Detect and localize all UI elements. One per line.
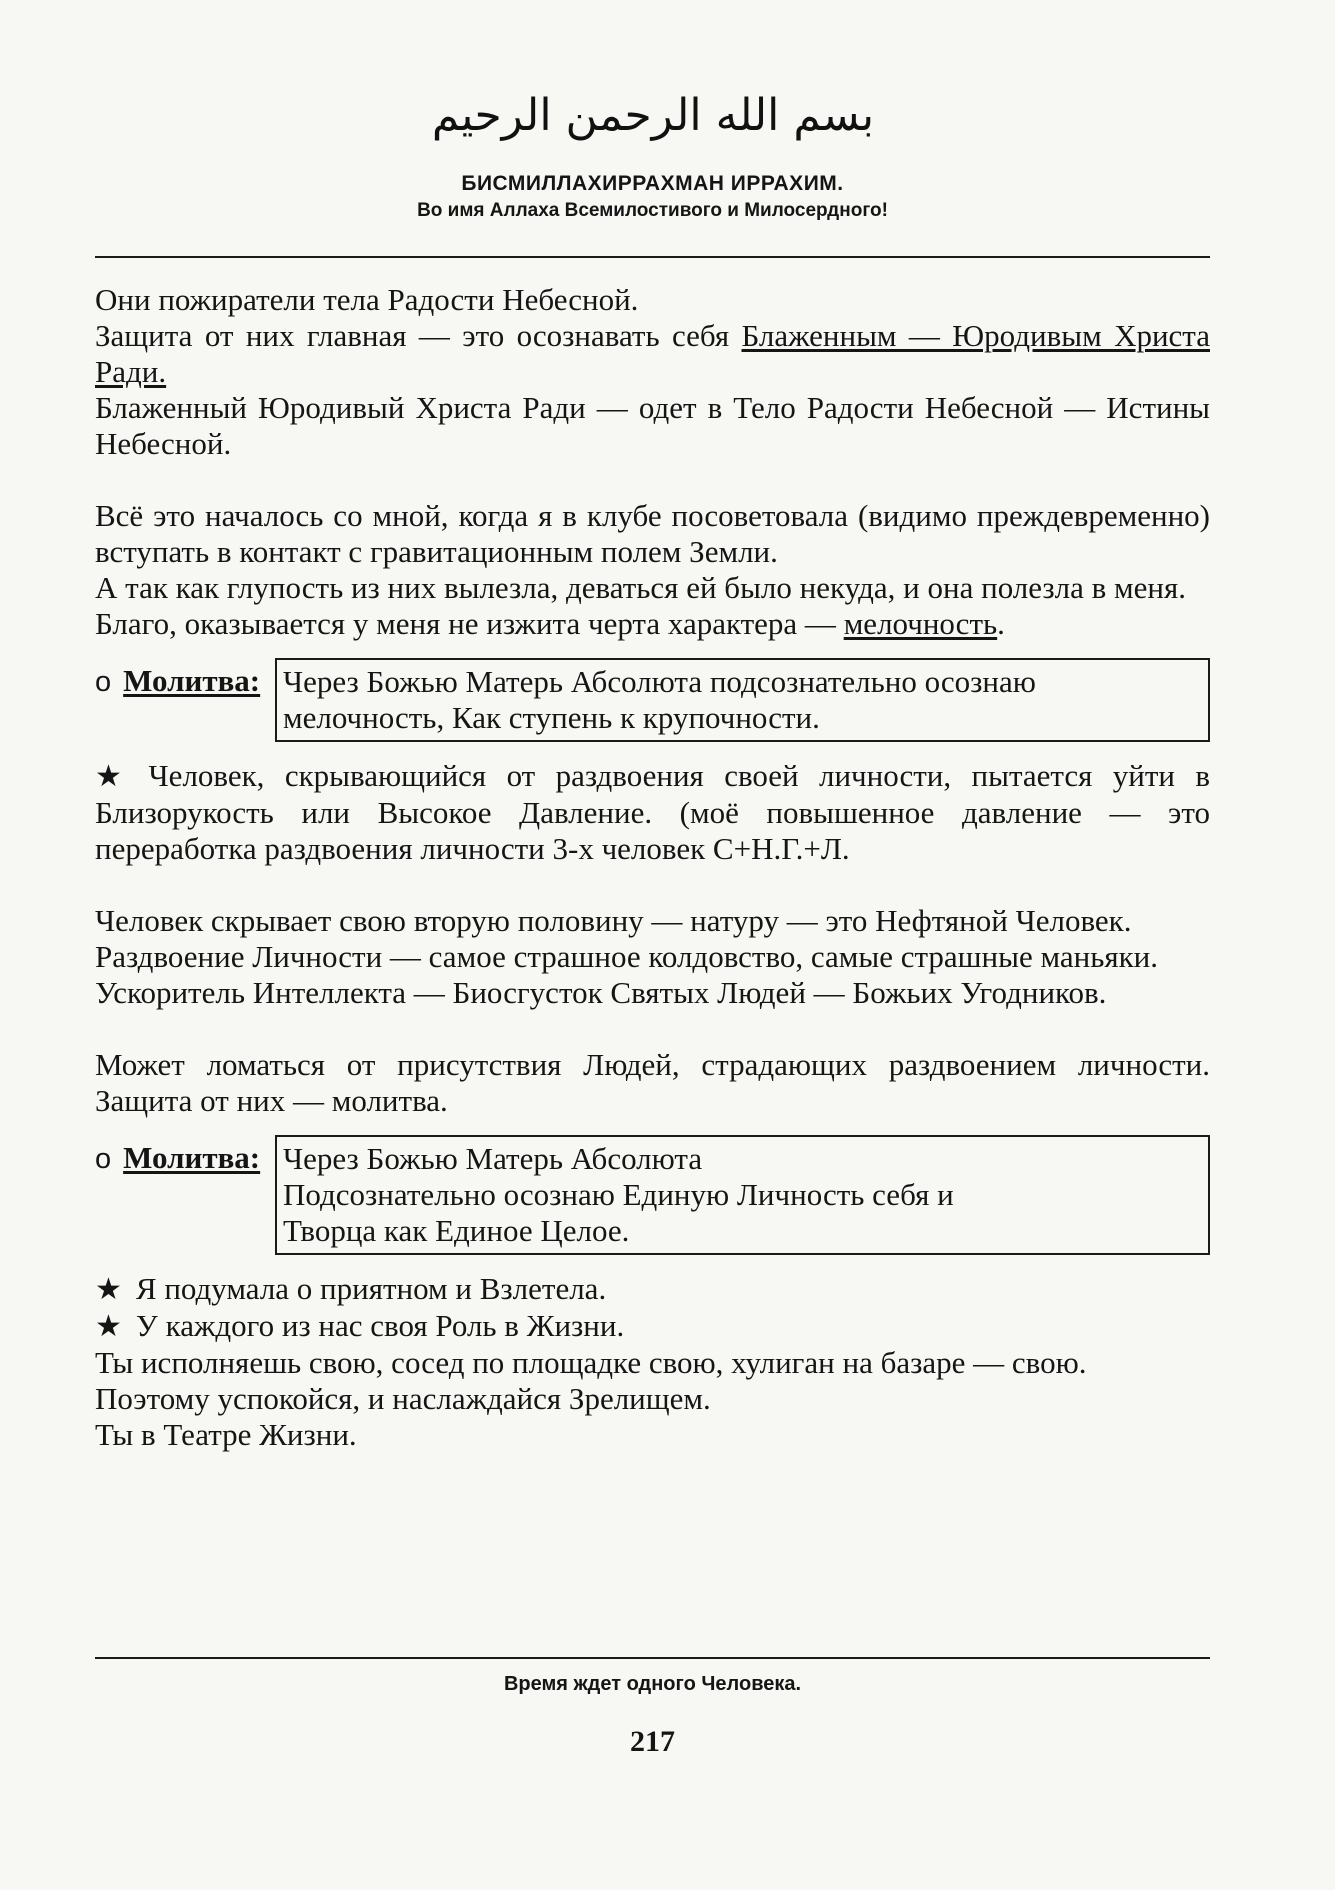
prayer-line: Подсознательно осознаю Единую Личность себя и <box>283 1177 954 1212</box>
prayer-line: мелочность, Как ступень к крупочности. <box>283 700 820 735</box>
paragraph: Поэтому успокойся, и наслаждайся Зрелищем. <box>95 1381 711 1416</box>
paragraph-end: . <box>997 606 1005 641</box>
star-icon: ★ <box>95 1309 122 1344</box>
svg-text:بسم الله الرحمن الرحيم: بسم الله الرحمن الرحيم <box>431 90 874 141</box>
star-paragraph <box>95 1308 1210 1345</box>
star-paragraph <box>95 758 1210 867</box>
paragraph <box>95 318 1210 390</box>
spacer <box>95 867 1210 903</box>
basmala-title: БИСМИЛЛАХИРРАХМАН ИРРАХИМ. <box>461 172 844 195</box>
prayer-line: Через Божью Матерь Абсолюта <box>283 1141 703 1176</box>
paragraph: Человек скрывает свою вторую половину — натуру — это Нефтяной Человек. <box>95 903 1132 938</box>
paragraph-text: У каждого из нас своя Роль в Жизни. <box>135 1308 625 1343</box>
paragraph: Может ломаться от присутствия Людей, страдающих раздвоением личности. Защита от них — молитва. <box>95 1047 1210 1118</box>
paragraph: Ускоритель Интеллекта — Биосгусток Святых Людей — Божьих Угодников. <box>95 975 1107 1010</box>
running-footer: Время ждет одного Человека. <box>503 1673 802 1695</box>
paragraph: Ты исполняешь свою, сосед по площадке свою, хулиган на базаре — свою. <box>95 1345 1087 1380</box>
prayer-box <box>275 1135 1210 1255</box>
prayer-line: Через Божью Матерь Абсолюта подсознательно осознаю <box>283 664 1036 699</box>
prayer-block <box>95 1135 1210 1255</box>
prayer-label-text: Молитва: <box>123 663 261 698</box>
spacer <box>95 462 1210 498</box>
circle-bullet-icon: о <box>95 666 112 698</box>
prayer-label <box>95 1135 275 1177</box>
star-paragraph <box>95 1271 1210 1308</box>
paragraph: Блаженный Юродивый Христа Ради — одет в Тело Радости Небесной — Истины Небесной. <box>95 390 1210 461</box>
page-body <box>95 282 1210 1453</box>
header-divider <box>95 256 1210 258</box>
circle-bullet-icon: о <box>95 1143 112 1175</box>
spacer <box>95 1119 1210 1135</box>
star-icon: ★ <box>95 759 135 794</box>
page-header <box>95 60 1210 222</box>
paragraph-text: Я подумала о приятном и Взлетела. <box>135 1271 607 1306</box>
paragraph <box>95 606 1210 642</box>
underlined-phrase: Блаженным — Юродивым Христа Ради. <box>95 318 1210 389</box>
paragraph-text: Защита от них главная — это осознавать себя <box>95 318 742 353</box>
paragraph-text: Человек, скрывающийся от раздвоения своей личности, пытается уйти в Близорукость или Высокое Давление. (моё повышенное давление — это переработка раздвоения личности 3-х человек С+Н.Г.+Л. <box>95 758 1210 866</box>
spacer <box>95 1011 1210 1047</box>
spacer <box>95 642 1210 658</box>
paragraph: Ты в Театре Жизни. <box>95 1417 357 1452</box>
prayer-box <box>275 658 1210 742</box>
prayer-label-text: Молитва: <box>123 1140 261 1175</box>
basmala-calligraphy <box>431 60 874 170</box>
paragraph: Они пожиратели тела Радости Небесной. <box>95 282 639 317</box>
paragraph-text: Благо, оказывается у меня не изжита черта характера — <box>95 606 844 641</box>
star-icon: ★ <box>95 1272 122 1307</box>
spacer <box>95 742 1210 758</box>
basmala-subtitle: Во имя Аллаха Всемилостивого и Милосердного! <box>417 200 888 221</box>
spacer <box>95 1255 1210 1271</box>
paragraph: А так как глупость из них вылезла, деваться ей было некуда, и она полезла в меня. <box>95 570 1186 605</box>
footer-divider <box>95 1657 1210 1659</box>
paragraph: Всё это началось со мной, когда я в клубе посоветовала (видимо преждевременно) вступать в контакт с гравитационным полем Земли. <box>95 498 1210 569</box>
underlined-word: мелочность <box>843 606 998 641</box>
prayer-label <box>95 658 275 700</box>
prayer-line: Творца как Единое Целое. <box>283 1213 630 1248</box>
paragraph: Раздвоение Личности — самое страшное колдовство, самые страшные маньяки. <box>95 939 1159 974</box>
page-number: 217 <box>630 1725 675 1758</box>
prayer-block <box>95 658 1210 742</box>
